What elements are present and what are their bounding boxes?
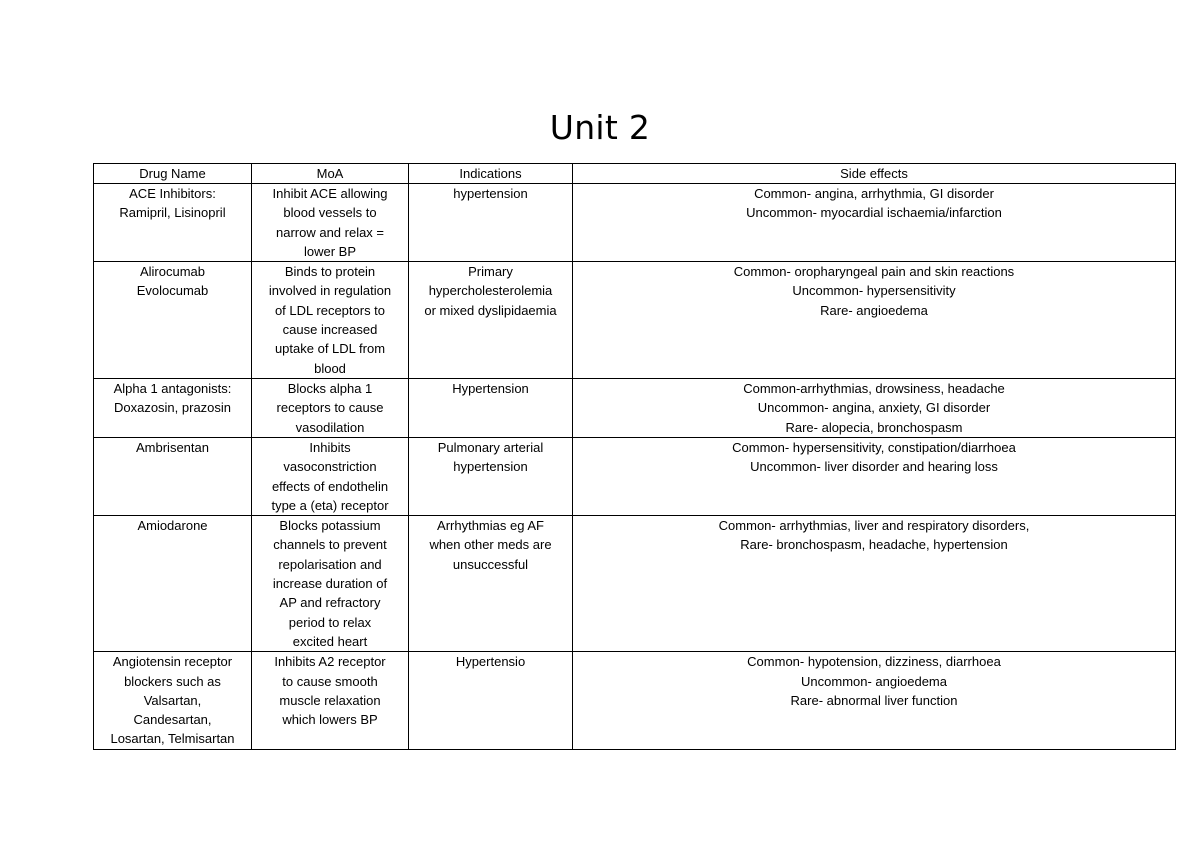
cell-text-line: Blocks potassium [279, 518, 381, 534]
cell-text-line: Inhibits A2 receptor [274, 654, 386, 670]
cell-text-line: Uncommon- angina, anxiety, GI disorder [757, 400, 991, 416]
cell-text-line: Pulmonary arterial [437, 439, 544, 455]
drug-name-cell [94, 652, 252, 749]
cell-text-line: Blocks alpha 1 [287, 380, 373, 396]
side-effects-cell [573, 652, 1176, 749]
side-effects-cell [573, 516, 1176, 652]
drug-table [93, 163, 1176, 750]
moa-cell [252, 262, 409, 379]
cell-text-line: Common-arrhythmias, drowsiness, headache [743, 380, 1005, 396]
cell-text-line: involved in regulation [268, 283, 392, 299]
cell-text-line: Hypertensio [455, 654, 526, 670]
cell-text-line: Angiotensin receptor [112, 654, 233, 670]
table-row [94, 184, 1176, 262]
cell-text-line: Inhibit ACE allowing [272, 186, 388, 201]
cell-text-line: ACE Inhibitors: [129, 186, 216, 201]
cell-text-line: which lowers BP [282, 712, 378, 728]
cell-text-line: uptake of LDL from [274, 341, 386, 357]
cell-text-line: when other meds are [429, 537, 552, 553]
cell-text-line: Candesartan, [133, 712, 212, 728]
cell-text-line: blood [314, 360, 346, 376]
cell-text-line: Rare- alopecia, bronchospasm [785, 419, 963, 435]
cell-text-line: effects of endothelin [271, 478, 389, 494]
side-effects-cell [573, 378, 1176, 437]
moa-cell [252, 437, 409, 515]
cell-text-line: repolarisation and [278, 556, 382, 572]
cell-text-line: Inhibits [309, 439, 351, 455]
cell-text-line: channels to prevent [273, 537, 387, 553]
header-drug-name: Drug Name [94, 164, 252, 184]
cell-text-line: Common- arrhythmias, liver and respiratory disorders, [718, 518, 1030, 534]
moa-cell [252, 378, 409, 437]
drug-name-cell [94, 378, 252, 437]
table-row [94, 516, 1176, 652]
cell-text-line: muscle relaxation [279, 692, 381, 708]
cell-text-line: Common- oropharyngeal pain and skin reactions [733, 264, 1015, 280]
cell-text-line: hypercholesterolemia [428, 283, 553, 299]
table-row [94, 652, 1176, 749]
moa-cell [252, 652, 409, 749]
drug-name-cell [94, 437, 252, 515]
cell-text-line: vasodilation [295, 419, 365, 435]
moa-cell [252, 516, 409, 652]
cell-text-line: type a (eta) receptor [271, 497, 389, 513]
cell-text-line: Evolocumab [136, 283, 209, 299]
indications-cell [409, 652, 573, 749]
cell-text-line: excited heart [292, 633, 368, 649]
cell-text-line: or mixed dyslipidaemia [424, 302, 557, 318]
header-moa: MoA [252, 164, 409, 184]
drug-name-cell [94, 184, 252, 262]
cell-text-line: lower BP [303, 243, 357, 259]
indications-cell [409, 516, 573, 652]
moa-cell [252, 184, 409, 262]
cell-text-line: period to relax [288, 614, 372, 630]
cell-text-line: hypertension [453, 459, 528, 475]
cell-text-line: Ramipril, Lisinopril [119, 205, 226, 221]
cell-text-line: Uncommon- myocardial ischaemia/infarction [746, 205, 1002, 221]
cell-text-line: Ambrisentan [136, 439, 209, 455]
cell-text-line: Primary [468, 264, 513, 280]
cell-text-line: Doxazosin, prazosin [113, 400, 232, 416]
cell-text-line: Rare- angioedema [820, 302, 928, 318]
cell-text-line: Uncommon- angioedema [801, 673, 947, 689]
table-row [94, 437, 1176, 515]
cell-text-line: Amiodarone [137, 518, 208, 534]
drug-name-cell [94, 516, 252, 652]
cell-text-line: Uncommon- liver disorder and hearing loss [750, 459, 998, 475]
indications-cell [409, 437, 573, 515]
cell-text-line: Losartan, Telmisartan [110, 731, 235, 747]
cell-text-line: Common- hypotension, dizziness, diarrhoea [747, 654, 1001, 670]
cell-text-line: Alirocumab [139, 264, 206, 280]
cell-text-line: Rare- abnormal liver function [790, 692, 958, 708]
cell-text-line: Common- angina, arrhythmia, GI disorder [754, 186, 994, 201]
cell-text-line: AP and refractory [279, 595, 381, 611]
cell-text-line: cause increased [282, 322, 378, 338]
header-side-effects: Side effects [573, 164, 1176, 184]
page-title: Unit 2 [549, 108, 651, 147]
cell-text-line: blood vessels to [283, 205, 377, 221]
cell-text-line: increase duration of [272, 576, 388, 592]
cell-text-line: Uncommon- hypersensitivity [792, 283, 956, 299]
cell-text-line: vasoconstriction [283, 459, 377, 475]
cell-text-line: Common- hypersensitivity, constipation/diarrhoea [732, 439, 1016, 455]
side-effects-cell [573, 437, 1176, 515]
cell-text-line: hypertension [453, 186, 528, 201]
drug-name-cell [94, 262, 252, 379]
table-row [94, 378, 1176, 437]
cell-text-line: blockers such as [124, 673, 221, 689]
cell-text-line: of LDL receptors to [274, 302, 386, 318]
side-effects-cell [573, 262, 1176, 379]
table-row [94, 262, 1176, 379]
cell-text-line: Alpha 1 antagonists: [113, 380, 232, 396]
cell-text-line: receptors to cause [276, 400, 384, 416]
cell-text-line: Rare- bronchospasm, headache, hypertension [740, 537, 1008, 553]
cell-text-line: to cause smooth [282, 673, 378, 689]
cell-text-line: unsuccessful [452, 556, 529, 572]
cell-text-line: Hypertension [452, 380, 529, 396]
table-header-row [94, 164, 1176, 184]
cell-text-line: narrow and relax = [275, 224, 385, 240]
indications-cell [409, 262, 573, 379]
indications-cell [409, 378, 573, 437]
header-indications: Indications [409, 164, 573, 184]
side-effects-cell [573, 184, 1176, 262]
cell-text-line: Arrhythmias eg AF [437, 518, 544, 534]
cell-text-line: Binds to protein [284, 264, 376, 280]
cell-text-line: Valsartan, [143, 692, 202, 708]
indications-cell [409, 184, 573, 262]
